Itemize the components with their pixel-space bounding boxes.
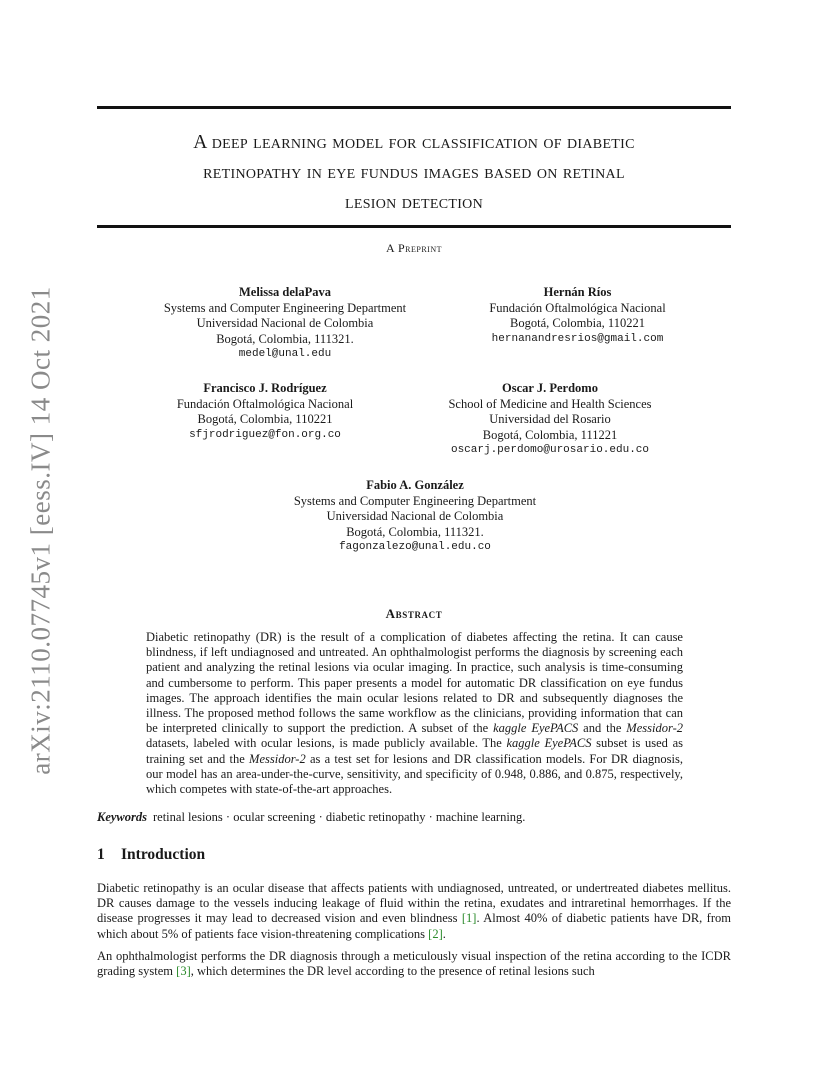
abstract-text-part: subset is used as training set and the bbox=[146, 736, 683, 766]
paragraph-text: An ophthalmologist performs the DR diagnosis through a meticulously visual inspection of the retina according to the ICDR grading system bbox=[97, 949, 731, 979]
intro-paragraph-1 bbox=[97, 881, 731, 942]
dataset-name: kaggle EyePACS bbox=[506, 736, 592, 751]
author-affiliation: Universidad Nacional de Colombia bbox=[196, 316, 374, 330]
author-address: Bogotá, Colombia, 110221 bbox=[510, 316, 645, 330]
author-block-4 bbox=[425, 381, 675, 459]
author-email[interactable]: fagonzalezo@unal.edu.co bbox=[339, 541, 491, 553]
dataset-name: Messidor-2 bbox=[626, 721, 683, 736]
arxiv-identifier bbox=[20, 285, 62, 775]
keywords-text: retinal lesions · ocular screening · diabetic retinopathy · machine learning. bbox=[153, 810, 526, 824]
author-address: Bogotá, Colombia, 111221 bbox=[482, 427, 618, 442]
author-email[interactable]: oscarj.perdomo@urosario.edu.co bbox=[450, 444, 650, 456]
section-heading-introduction bbox=[97, 846, 205, 864]
title-top-rule bbox=[97, 106, 731, 109]
author-email[interactable]: hernanandresrios@gmail.com bbox=[491, 332, 664, 345]
paper-title bbox=[97, 128, 731, 218]
author-name: Oscar J. Perdomo bbox=[502, 381, 598, 395]
author-block-5 bbox=[260, 478, 570, 556]
abstract-text-part: datasets, labeled with ocular lesions, is made publicly available. The bbox=[146, 736, 507, 751]
paragraph-text: . Almost 40% of diabetic patients have DR, from which about 5% of patients face vision-threatening complications bbox=[97, 911, 731, 941]
author-affiliation: Universidad Nacional de Colombia bbox=[326, 509, 504, 523]
paragraph-text: . bbox=[442, 926, 446, 941]
author-block-1 bbox=[130, 285, 440, 363]
author-block-3 bbox=[150, 381, 380, 443]
dataset-name: kaggle EyePACS bbox=[493, 721, 579, 736]
title-line-3: lesion detection bbox=[345, 192, 483, 213]
author-affiliation: Fundación Oftalmológica Nacional bbox=[176, 396, 354, 411]
preprint-label: A Preprint bbox=[385, 241, 442, 255]
author-block-2 bbox=[455, 285, 700, 347]
author-name: Melissa delaPava bbox=[238, 285, 331, 299]
author-address: Bogotá, Colombia, 111321. bbox=[216, 331, 354, 346]
author-affiliation: School of Medicine and Health Sciences bbox=[448, 396, 652, 411]
author-name: Fabio A. González bbox=[366, 478, 464, 492]
paragraph-text: , which determines the DR level according to the presence of retinal lesions such bbox=[190, 964, 595, 979]
section-number: 1 bbox=[97, 846, 105, 863]
section-title: Introduction bbox=[121, 846, 206, 863]
author-address: Bogotá, Colombia, 111321. bbox=[346, 524, 484, 539]
arxiv-identifier-text: arXiv:2110.07745v1 [eess.IV] 14 Oct 2021 bbox=[25, 285, 56, 775]
title-bottom-rule bbox=[97, 225, 731, 228]
abstract-heading: Abstract bbox=[385, 606, 443, 621]
abstract-text-part: and the bbox=[578, 721, 627, 736]
author-name: Hernán Ríos bbox=[543, 285, 612, 299]
paragraph-text: Diabetic retinopathy is an ocular disease that affects patients with undiagnosed, untreated, or undertreated diabetes mellitus. DR causes damage to the vessels inducing leakage of fluid within the retina, exudates and intraretinal hemorrhages. If the disease progresses it may lead to decreased vision and even blindness bbox=[97, 881, 731, 926]
keywords-line bbox=[97, 810, 731, 825]
intro-paragraph-2 bbox=[97, 949, 731, 979]
citation-link[interactable]: [2] bbox=[428, 926, 443, 941]
author-affiliation: Fundación Oftalmológica Nacional bbox=[489, 300, 666, 315]
citation-link[interactable]: [3] bbox=[176, 964, 191, 979]
author-affiliation: Universidad del Rosario bbox=[489, 412, 611, 426]
citation-link[interactable]: [1] bbox=[461, 911, 477, 926]
author-email[interactable]: medel@unal.edu bbox=[238, 348, 332, 360]
author-email[interactable]: sfjrodriguez@fon.org.co bbox=[189, 428, 341, 441]
abstract-text bbox=[146, 630, 683, 797]
keywords-label: Keywords bbox=[97, 810, 147, 824]
author-affiliation: Systems and Computer Engineering Department bbox=[163, 300, 407, 315]
abstract-text-part: Diabetic retinopathy (DR) is the result of a complication of diabetes affecting the retina. It can cause blindness, if left undiagnosed and untreated. An ophthalmologist performs the diagnosis by screening each patient and analyzing the retinal lesions via ocular imaging. In practice, such analysis is time-consuming and cumbersome to perform. This paper presents a model for automatic DR classification on eye fundus images. The approach identifies the main ocular lesions related to DR and subsequently diagnoses the illness. The proposed method follows the same workflow as the clinicians, providing information that can be interpreted clinically to support the prediction. A subset of the bbox=[146, 630, 683, 736]
title-line-1: A deep learning model for classification of diabetic bbox=[193, 132, 635, 153]
author-affiliation: Systems and Computer Engineering Department bbox=[293, 493, 537, 508]
abstract-text-part: as a test set for lesions and DR classification models. For DR diagnosis, our model has an area-under-the-curve, sensitivity, and specificity of 0.948, 0.886, and 0.875, respectively, which competes with state-of-the-art approaches. bbox=[146, 751, 683, 797]
dataset-name: Messidor-2 bbox=[249, 751, 306, 766]
author-name: Francisco J. Rodríguez bbox=[203, 381, 327, 395]
title-line-2: retinopathy in eye fundus images based on retinal bbox=[203, 162, 625, 183]
author-address: Bogotá, Colombia, 110221 bbox=[197, 412, 333, 426]
